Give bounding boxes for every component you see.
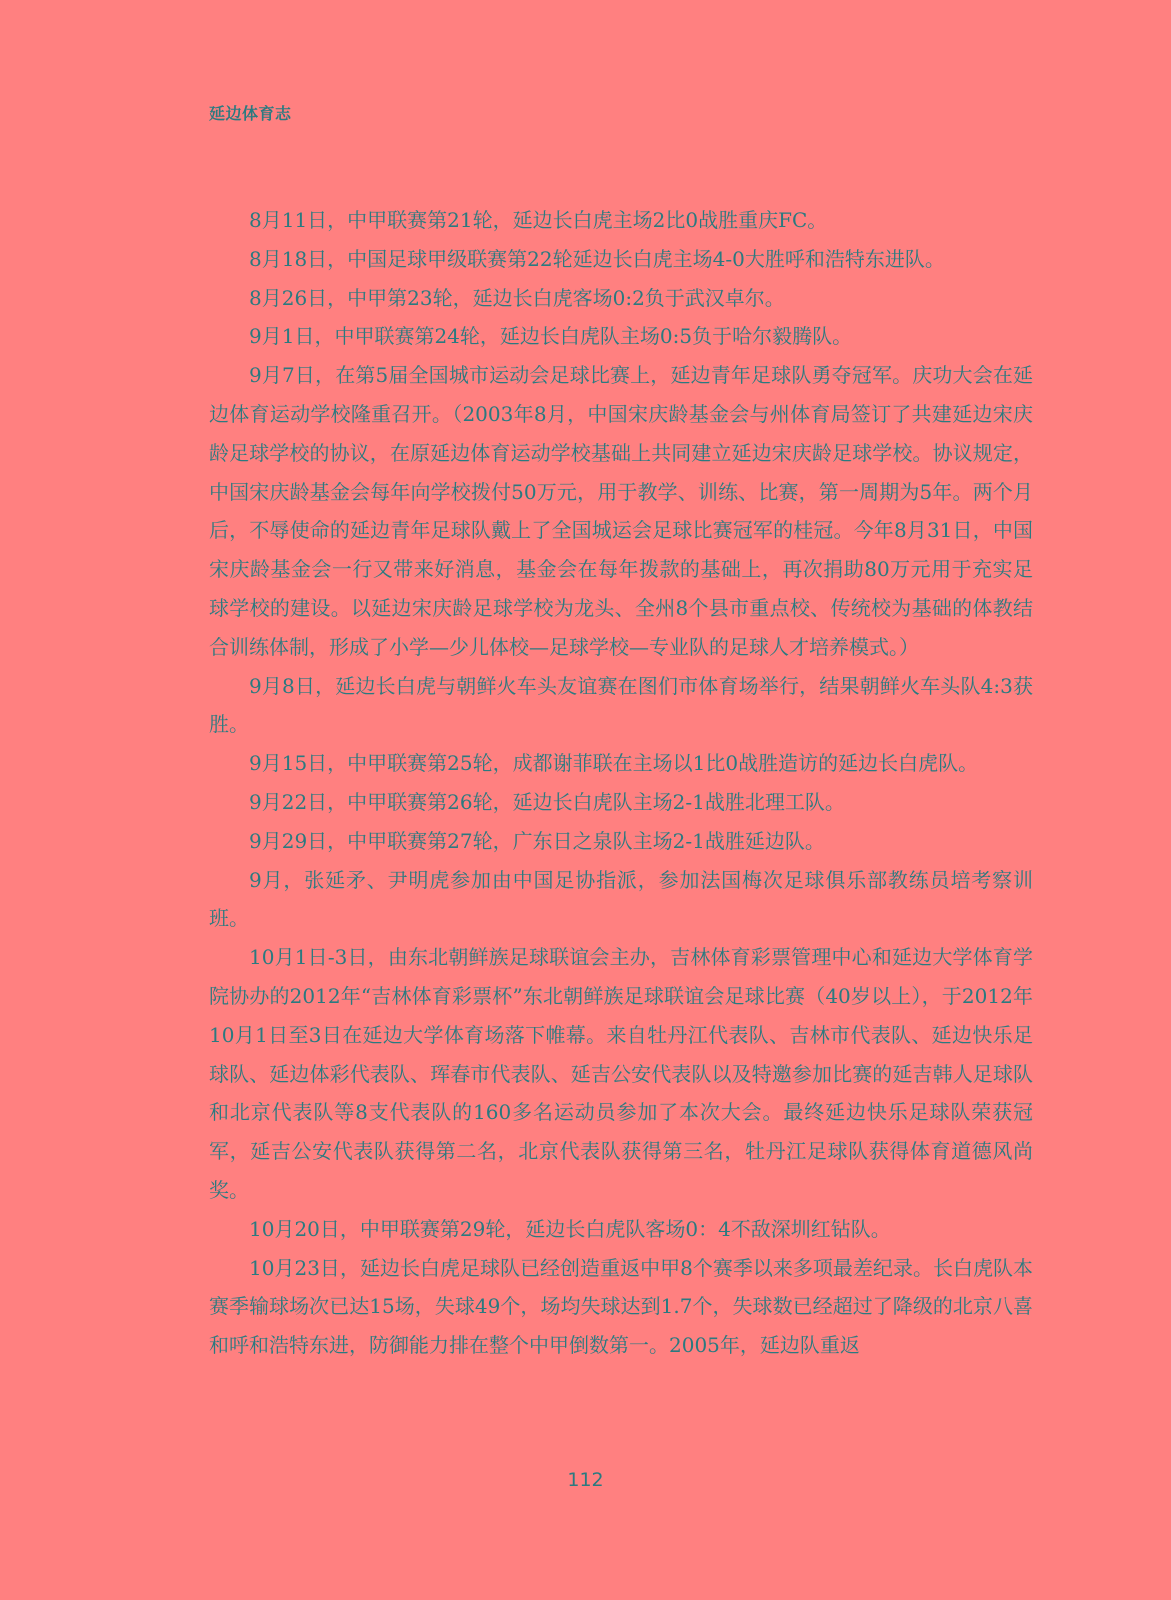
running-header: 延边体育志 [209,104,292,123]
paragraph: 9月8日，延边长白虎与朝鲜火车头友谊赛在图们市体育场举行，结果朝鲜火车头队4:3获胜。 [209,673,1033,737]
paragraph: 8月18日，中国足球甲级联赛第22轮延边长白虎主场4-0大胜呼和浩特东进队。 [249,246,945,271]
paragraph: 8月11日，中甲联赛第21轮，延边长白虎主场2比0战胜重庆FC。 [249,208,828,232]
paragraph: 8月26日，中甲第23轮，延边长白虎客场0:2负于武汉卓尔。 [249,285,785,310]
paragraph: 10月20日，中甲联赛第29轮，延边长白虎队客场0：4不敌深圳红钻队。 [249,1216,891,1241]
paragraph: 10月23日，延边长白虎足球队已经创造重返中甲8个赛季以来多项最差纪录。长白虎队本赛季输球场次已达15场，失球49个，场均失球达到1.7个，失球数已经超过了降级的北京八喜和呼和浩特东进，防御能力排在整个中甲倒数第一。2005年，延边队重返 [209,1255,1033,1358]
page-number: 112 [567,1469,604,1491]
paragraph: 9月1日，中甲联赛第24轮，延边长白虎队主场0:5负于哈尔毅腾队。 [249,324,853,349]
paragraph: 10月1日-3日，由东北朝鲜族足球联谊会主办，吉林体育彩票管理中心和延边大学体育学院协办的2012年“吉林体育彩票杯”东北朝鲜族足球联谊会足球比赛（40岁以上），于2012年10月1日至3日在延边大学体育场落下帷幕。来自牡丹江代表队、吉林市代表队、延边快乐足球队、延边体彩代表队、珲春市代表队、延吉公安代表队以及特邀参加比赛的延吉韩人足球队和北京代表队等8支代表队的160多名运动员参加了本次大会。最终延边快乐足球队荣获冠军，延吉公安代表队获得第二名，北京代表队获得第三名，牡丹江足球队获得体育道德风尚奖。 [209,945,1033,1202]
paragraph: 9月7日，在第5届全国城市运动会足球比赛上，延边青年足球队勇夺冠军。庆功大会在延边体育运动学校隆重召开。（2003年8月，中国宋庆龄基金会与州体育局签订了共建延边宋庆龄足球学校的协议，在原延边体育运动学校基础上共同建立延边宋庆龄足球学校。协议规定，中国宋庆龄基金会每年向学校拨付50万元，用于教学、训练、比赛，第一周期为5年。两个月后，不辱使命的延边青年足球队戴上了全国城运会足球比赛冠军的桂冠。今年8月31日，中国宋庆龄基金会一行又带来好消息，基金会在每年拨款的基础上，再次捐助80万元用于充实足球学校的建设。以延边宋庆龄足球学校为龙头、全州8个县市重点校、传统校为基础的体教结合训练体制，形成了小学—少儿体校—足球学校—专业队的足球人才培养模式。） [209,363,1033,659]
paragraph: 9月15日，中甲联赛第25轮，成都谢菲联在主场以1比0战胜造访的延边长白虎队。 [249,751,979,776]
document-body [209,201,1033,1365]
paragraph: 9月，张延矛、尹明虎参加由中国足协指派，参加法国梅次足球俱乐部教练员培考察训班。 [209,867,1033,931]
paragraph: 9月22日，中甲联赛第26轮，延边长白虎队主场2-1战胜北理工队。 [249,789,845,814]
paragraph: 9月29日，中甲联赛第27轮，广东日之泉队主场2-1战胜延边队。 [249,828,825,853]
